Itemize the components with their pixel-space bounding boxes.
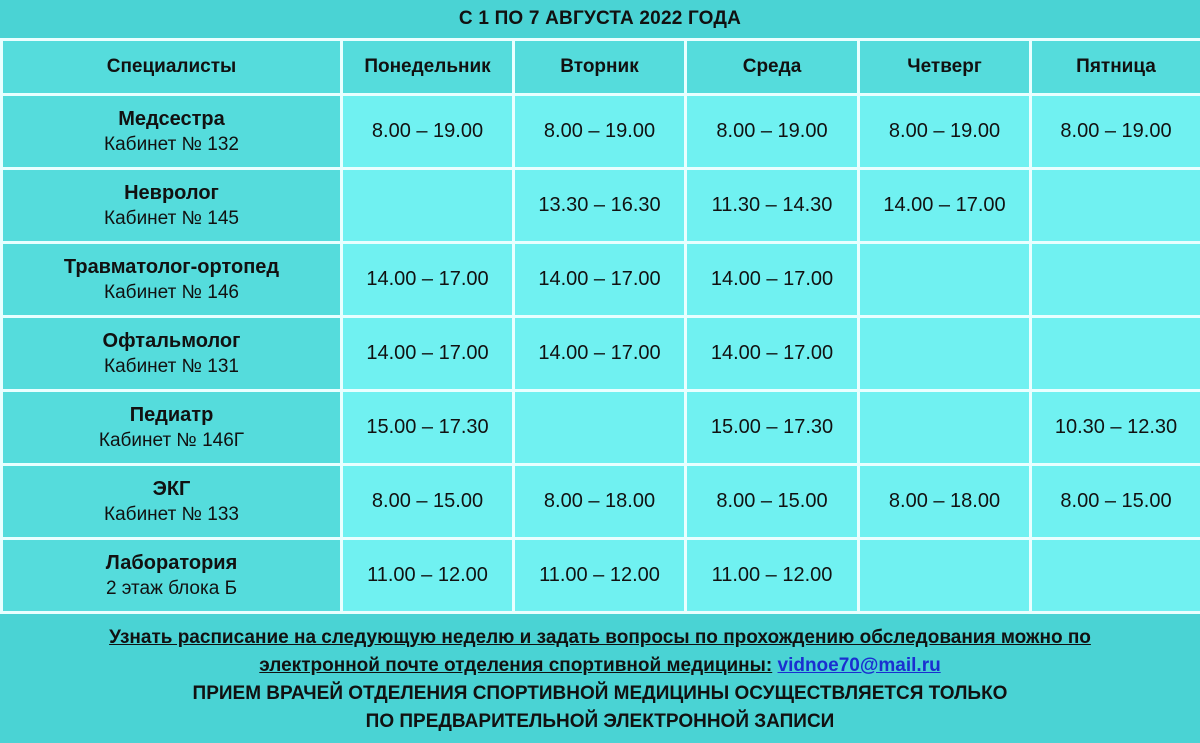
time-cell: 11.00 – 12.00 [514,539,686,613]
specialist-cell [2,465,342,539]
time-cell: 14.00 – 17.00 [686,243,859,317]
specialist-room: Кабинет № 146Г [98,429,245,451]
header-row [2,40,1200,95]
time-cell: 14.00 – 17.00 [859,169,1031,243]
header-monday: Понедельник [342,40,514,95]
time-cell [1031,169,1200,243]
time-cell: 11.00 – 12.00 [686,539,859,613]
table-row [2,391,1200,465]
specialist-name: Офтальмолог [102,329,241,352]
specialist-room: Кабинет № 131 [104,355,239,377]
footer-line-1: Узнать расписание на следующую неделю и задать вопросы по прохождению обследования можно по [109,627,1091,648]
header-specialists: Специалисты [2,40,342,95]
time-cell [859,391,1031,465]
footer-line-4: ПО ПРЕДВАРИТЕЛЬНОЙ ЭЛЕКТРОННОЙ ЗАПИСИ [365,711,835,732]
time-cell: 11.30 – 14.30 [686,169,859,243]
specialist-cell [2,317,342,391]
footer-line-2 [0,652,1200,680]
table-row [2,465,1200,539]
specialist-cell [2,243,342,317]
header-friday: Пятница [1031,40,1200,95]
table-row [2,317,1200,391]
time-cell [342,169,514,243]
time-cell: 8.00 – 15.00 [1031,465,1200,539]
specialist-cell [2,95,342,169]
time-cell: 8.00 – 15.00 [342,465,514,539]
specialist-cell [2,391,342,465]
specialist-room: Кабинет № 145 [104,207,239,229]
header-tuesday: Вторник [514,40,686,95]
specialist-room: 2 этаж блока Б [105,577,238,599]
time-cell [1031,539,1200,613]
specialist-cell [2,539,342,613]
specialist-name: Педиатр [129,403,214,426]
schedule-table [0,38,1200,614]
time-cell: 10.30 – 12.30 [1031,391,1200,465]
time-cell: 8.00 – 15.00 [686,465,859,539]
specialist-room: Кабинет № 146 [104,281,239,303]
footer-line-3: ПРИЕМ ВРАЧЕЙ ОТДЕЛЕНИЯ СПОРТИВНОЙ МЕДИЦИНЫ ОСУЩЕСТВЛЯЕТСЯ ТОЛЬКО [192,683,1008,704]
time-cell: 8.00 – 19.00 [859,95,1031,169]
time-cell: 8.00 – 19.00 [686,95,859,169]
time-cell [1031,317,1200,391]
time-cell: 14.00 – 17.00 [514,243,686,317]
time-cell: 14.00 – 17.00 [342,317,514,391]
time-cell: 8.00 – 18.00 [514,465,686,539]
time-cell: 14.00 – 17.00 [514,317,686,391]
table-row [2,539,1200,613]
email-link[interactable]: vidnoe70@mail.ru [777,655,941,676]
time-cell: 8.00 – 18.00 [859,465,1031,539]
specialist-name: Травматолог-ортопед [63,255,280,278]
footer-note [0,624,1200,736]
time-cell: 15.00 – 17.30 [342,391,514,465]
time-cell: 14.00 – 17.00 [342,243,514,317]
table-row [2,243,1200,317]
specialist-room: Кабинет № 133 [104,503,239,525]
time-cell: 8.00 – 19.00 [1031,95,1200,169]
table-row [2,95,1200,169]
footer-line-2-text: электронной почте отделения спортивной медицины: [259,655,773,676]
time-cell: 8.00 – 19.00 [342,95,514,169]
specialist-name: ЭКГ [152,477,191,500]
specialist-name: Лаборатория [105,551,238,574]
specialist-cell [2,169,342,243]
time-cell [1031,243,1200,317]
time-cell [514,391,686,465]
page-title: С 1 ПО 7 АВГУСТА 2022 ГОДА [458,8,742,29]
time-cell: 11.00 – 12.00 [342,539,514,613]
time-cell [859,539,1031,613]
specialist-name: Медсестра [118,107,225,130]
header-wednesday: Среда [686,40,859,95]
time-cell: 13.30 – 16.30 [514,169,686,243]
specialist-room: Кабинет № 132 [104,133,239,155]
time-cell: 8.00 – 19.00 [514,95,686,169]
time-cell [859,317,1031,391]
time-cell: 14.00 – 17.00 [686,317,859,391]
header-thursday: Четверг [859,40,1031,95]
time-cell [859,243,1031,317]
time-cell: 15.00 – 17.30 [686,391,859,465]
specialist-name: Невролог [124,181,219,204]
table-row [2,169,1200,243]
